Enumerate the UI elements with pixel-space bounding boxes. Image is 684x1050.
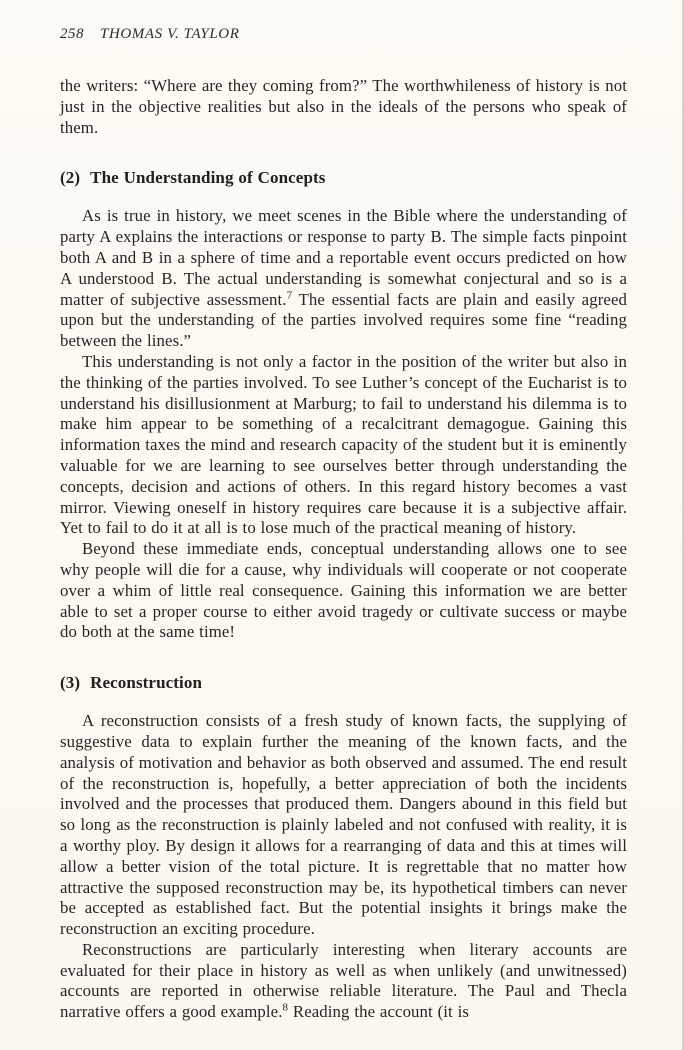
section-title: The Understanding of Concepts [90, 168, 326, 188]
section-number: (3) [60, 673, 81, 693]
paragraph [60, 206, 627, 352]
section-heading [60, 167, 627, 188]
paragraph [60, 940, 627, 1023]
section-3 [60, 672, 627, 1023]
running-title: THOMAS V. TAYLOR [100, 26, 240, 42]
paragraph-text: As is true in history, we meet scenes in the Bible where the understanding of party A explains the interactions or response to party B. The simple facts pinpoint both A and B in a sphere of time and a reportable event occurs predicted on how A understood B. The actual understanding is somewhat conjectural and so is a matter of subjective assessment. [60, 206, 627, 309]
running-header [60, 26, 627, 43]
footnote-ref-7: 7 [286, 288, 293, 301]
paragraph-text: Reading the account (it is [288, 1002, 469, 1022]
intro-paragraph: the writers: “Where are they coming from?” The worthwhileness of history is not just in the objective realities but also in the ideals of the persons who speak of them. [60, 76, 627, 137]
section-2 [60, 167, 627, 643]
page-number: 258 [60, 26, 84, 42]
paragraph-text: The essential facts are plain and easily agreed upon but the understanding of the parties involved requires some fine “reading between the lines.” [60, 289, 627, 351]
paragraph: A reconstruction consists of a fresh study of known facts, the supplying of suggestive data to explain further the meaning of the known facts, and the analysis of motivation and behavior as both observed and assumed. The end result of the reconstruction is, hopefully, a better appreciation of both the incidents involved and the processes that produced them. Dangers abound in this field but so long as the reconstruction is plainly labeled and not confused with reality, it is a worthy ploy. By design it allows for a rearranging of data and this at times will allow a better vision of the total picture. It is regrettable that no matter how attractive the supposed reconstruction may be, its hypothetical timbers can never be accepted as established fact. But the potential insights it brings make the reconstruction an exciting procedure. [60, 711, 627, 939]
page-body [60, 76, 627, 1023]
section-title: Reconstruction [90, 673, 203, 693]
paragraph: Beyond these immediate ends, conceptual understanding allows one to see why people will die for a cause, why individuals will cooperate or not cooperate over a whim of little real consequence. Gaining this information we are better able to set a proper course to either avoid tragedy or cultivate success or maybe do both at the same time! [60, 539, 627, 642]
paragraph: This understanding is not only a factor in the position of the writer but also in the thinking of the parties involved. To see Luther’s concept of the Eucharist is to understand his disillusionment at Marburg; to fail to understand his dilemma is to make him appear to be something of a recalcitrant demagogue. Gaining this information taxes the mind and research capacity of the student but it is eminently valuable for we are learning to see ourselves better through understanding the concepts, decision and actions of others. In this regard history becomes a vast mirror. Viewing oneself in history requires care because it is a subjective affair. Yet to fail to do it at all is to lose much of the practical meaning of history. [60, 351, 627, 538]
section-number: (2) [60, 168, 81, 188]
section-heading [60, 672, 627, 693]
footnote-ref-8: 8 [282, 1001, 289, 1014]
paragraph-text: Reconstructions are particularly interesting when literary accounts are evaluated for their place in history as well as when unlikely (and unwitnessed) accounts are reported in otherwise reliable literature. The Paul and Thecla narrative offers a good example. [60, 939, 627, 1022]
